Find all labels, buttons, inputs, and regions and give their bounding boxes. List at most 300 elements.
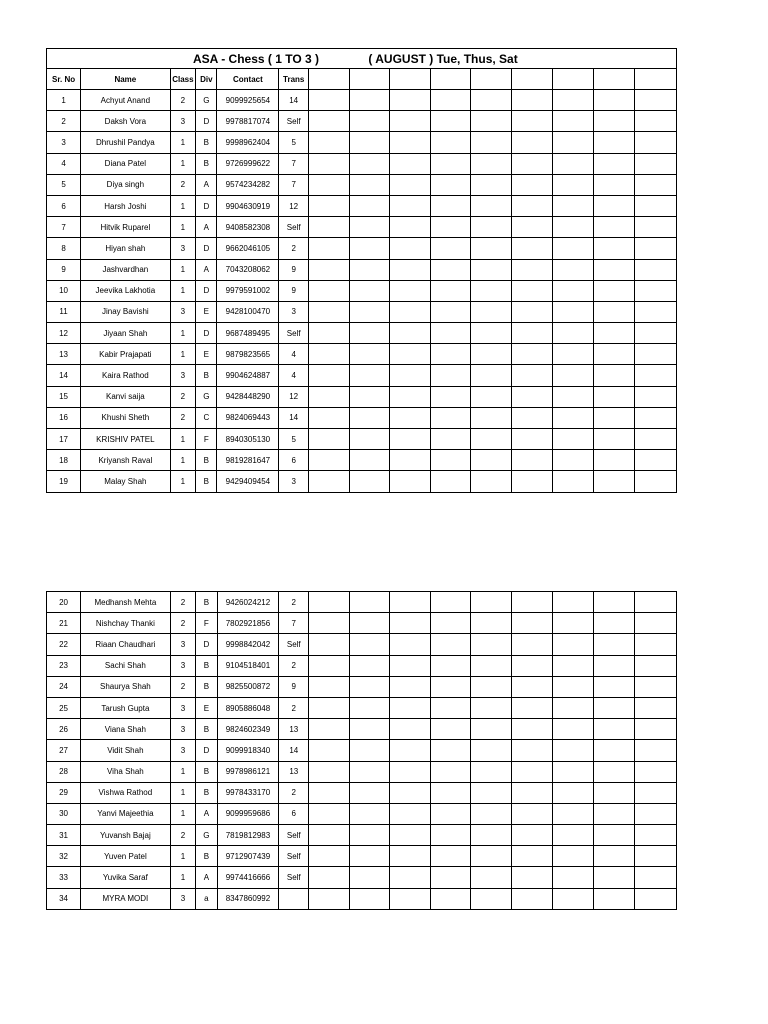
attendance-cell[interactable] bbox=[593, 867, 635, 888]
attendance-cell[interactable] bbox=[430, 634, 471, 655]
attendance-cell[interactable] bbox=[635, 846, 677, 867]
attendance-cell[interactable] bbox=[430, 592, 471, 613]
attendance-cell[interactable] bbox=[511, 174, 553, 195]
attendance-cell[interactable] bbox=[471, 238, 511, 259]
attendance-cell[interactable] bbox=[635, 719, 677, 740]
attendance-cell[interactable] bbox=[593, 740, 635, 761]
attendance-cell[interactable] bbox=[390, 782, 431, 803]
attendance-cell[interactable] bbox=[593, 132, 635, 153]
attendance-cell[interactable] bbox=[349, 592, 390, 613]
attendance-cell[interactable] bbox=[635, 471, 677, 492]
attendance-cell[interactable] bbox=[390, 846, 431, 867]
attendance-cell[interactable] bbox=[635, 450, 677, 471]
attendance-cell[interactable] bbox=[511, 217, 553, 238]
attendance-cell[interactable] bbox=[309, 867, 350, 888]
attendance-cell[interactable] bbox=[309, 592, 350, 613]
attendance-cell[interactable] bbox=[553, 803, 594, 824]
attendance-cell[interactable] bbox=[430, 782, 471, 803]
attendance-cell[interactable] bbox=[635, 153, 677, 174]
attendance-cell[interactable] bbox=[553, 386, 593, 407]
attendance-cell[interactable] bbox=[553, 676, 594, 697]
attendance-cell[interactable] bbox=[390, 867, 431, 888]
attendance-cell[interactable] bbox=[430, 174, 470, 195]
attendance-cell[interactable] bbox=[553, 280, 593, 301]
attendance-cell[interactable] bbox=[593, 846, 635, 867]
attendance-cell[interactable] bbox=[430, 259, 470, 280]
attendance-cell[interactable] bbox=[349, 676, 390, 697]
attendance-cell[interactable] bbox=[349, 280, 389, 301]
attendance-cell[interactable] bbox=[471, 365, 511, 386]
attendance-cell[interactable] bbox=[471, 846, 512, 867]
attendance-cell[interactable] bbox=[511, 697, 553, 718]
attendance-cell[interactable] bbox=[430, 450, 470, 471]
attendance-cell[interactable] bbox=[349, 153, 389, 174]
attendance-cell[interactable] bbox=[309, 697, 350, 718]
attendance-cell[interactable] bbox=[471, 867, 512, 888]
attendance-cell[interactable] bbox=[349, 429, 389, 450]
attendance-cell[interactable] bbox=[553, 825, 594, 846]
attendance-cell[interactable] bbox=[309, 740, 350, 761]
attendance-cell[interactable] bbox=[471, 613, 512, 634]
attendance-cell[interactable] bbox=[635, 825, 677, 846]
attendance-cell[interactable] bbox=[349, 344, 389, 365]
attendance-cell[interactable] bbox=[390, 365, 430, 386]
attendance-cell[interactable] bbox=[349, 697, 390, 718]
attendance-cell[interactable] bbox=[593, 761, 635, 782]
attendance-cell[interactable] bbox=[593, 592, 635, 613]
attendance-cell[interactable] bbox=[471, 592, 512, 613]
attendance-cell[interactable] bbox=[593, 407, 635, 428]
attendance-cell[interactable] bbox=[309, 344, 349, 365]
attendance-cell[interactable] bbox=[471, 323, 511, 344]
attendance-cell[interactable] bbox=[511, 592, 553, 613]
attendance-cell[interactable] bbox=[593, 301, 635, 322]
attendance-cell[interactable] bbox=[635, 386, 677, 407]
attendance-cell[interactable] bbox=[553, 613, 594, 634]
attendance-cell[interactable] bbox=[430, 655, 471, 676]
attendance-cell[interactable] bbox=[635, 280, 677, 301]
attendance-cell[interactable] bbox=[430, 111, 470, 132]
attendance-cell[interactable] bbox=[430, 471, 470, 492]
attendance-cell[interactable] bbox=[511, 761, 553, 782]
attendance-cell[interactable] bbox=[349, 386, 389, 407]
attendance-cell[interactable] bbox=[430, 846, 471, 867]
attendance-cell[interactable] bbox=[635, 238, 677, 259]
attendance-cell[interactable] bbox=[390, 217, 430, 238]
attendance-cell[interactable] bbox=[635, 803, 677, 824]
attendance-cell[interactable] bbox=[471, 153, 511, 174]
attendance-cell[interactable] bbox=[430, 407, 470, 428]
attendance-cell[interactable] bbox=[471, 676, 512, 697]
attendance-cell[interactable] bbox=[309, 450, 349, 471]
attendance-cell[interactable] bbox=[309, 407, 349, 428]
attendance-cell[interactable] bbox=[471, 888, 512, 909]
attendance-cell[interactable] bbox=[593, 153, 635, 174]
attendance-cell[interactable] bbox=[635, 761, 677, 782]
attendance-cell[interactable] bbox=[593, 111, 635, 132]
attendance-cell[interactable] bbox=[309, 676, 350, 697]
attendance-cell[interactable] bbox=[471, 90, 511, 111]
attendance-cell[interactable] bbox=[553, 195, 593, 216]
attendance-cell[interactable] bbox=[553, 90, 593, 111]
attendance-cell[interactable] bbox=[349, 323, 389, 344]
attendance-cell[interactable] bbox=[635, 323, 677, 344]
attendance-cell[interactable] bbox=[390, 761, 431, 782]
attendance-cell[interactable] bbox=[390, 676, 431, 697]
attendance-cell[interactable] bbox=[309, 429, 349, 450]
attendance-cell[interactable] bbox=[430, 803, 471, 824]
attendance-cell[interactable] bbox=[593, 888, 635, 909]
attendance-cell[interactable] bbox=[430, 195, 470, 216]
attendance-cell[interactable] bbox=[553, 111, 593, 132]
attendance-cell[interactable] bbox=[593, 676, 635, 697]
attendance-cell[interactable] bbox=[553, 740, 594, 761]
attendance-cell[interactable] bbox=[593, 825, 635, 846]
attendance-cell[interactable] bbox=[390, 259, 430, 280]
attendance-cell[interactable] bbox=[349, 867, 390, 888]
attendance-cell[interactable] bbox=[349, 613, 390, 634]
attendance-cell[interactable] bbox=[390, 111, 430, 132]
attendance-cell[interactable] bbox=[349, 471, 389, 492]
attendance-cell[interactable] bbox=[511, 429, 553, 450]
attendance-cell[interactable] bbox=[471, 280, 511, 301]
attendance-cell[interactable] bbox=[390, 195, 430, 216]
attendance-cell[interactable] bbox=[593, 90, 635, 111]
attendance-cell[interactable] bbox=[593, 280, 635, 301]
attendance-cell[interactable] bbox=[593, 386, 635, 407]
attendance-cell[interactable] bbox=[511, 888, 553, 909]
attendance-cell[interactable] bbox=[511, 867, 553, 888]
attendance-cell[interactable] bbox=[553, 174, 593, 195]
attendance-cell[interactable] bbox=[635, 90, 677, 111]
attendance-cell[interactable] bbox=[511, 676, 553, 697]
attendance-cell[interactable] bbox=[430, 132, 470, 153]
attendance-cell[interactable] bbox=[349, 846, 390, 867]
attendance-cell[interactable] bbox=[309, 613, 350, 634]
attendance-cell[interactable] bbox=[553, 867, 594, 888]
attendance-cell[interactable] bbox=[593, 450, 635, 471]
attendance-cell[interactable] bbox=[635, 634, 677, 655]
attendance-cell[interactable] bbox=[390, 740, 431, 761]
attendance-cell[interactable] bbox=[635, 195, 677, 216]
attendance-cell[interactable] bbox=[309, 153, 349, 174]
attendance-cell[interactable] bbox=[349, 365, 389, 386]
attendance-cell[interactable] bbox=[553, 761, 594, 782]
attendance-cell[interactable] bbox=[430, 825, 471, 846]
attendance-cell[interactable] bbox=[430, 238, 470, 259]
attendance-cell[interactable] bbox=[471, 259, 511, 280]
attendance-cell[interactable] bbox=[390, 132, 430, 153]
attendance-cell[interactable] bbox=[635, 867, 677, 888]
attendance-cell[interactable] bbox=[553, 719, 594, 740]
attendance-cell[interactable] bbox=[309, 386, 349, 407]
attendance-cell[interactable] bbox=[309, 803, 350, 824]
attendance-cell[interactable] bbox=[635, 740, 677, 761]
attendance-cell[interactable] bbox=[309, 782, 350, 803]
attendance-cell[interactable] bbox=[390, 238, 430, 259]
attendance-cell[interactable] bbox=[430, 301, 470, 322]
attendance-cell[interactable] bbox=[390, 301, 430, 322]
attendance-cell[interactable] bbox=[593, 217, 635, 238]
attendance-cell[interactable] bbox=[511, 90, 553, 111]
attendance-cell[interactable] bbox=[511, 386, 553, 407]
attendance-cell[interactable] bbox=[349, 740, 390, 761]
attendance-cell[interactable] bbox=[471, 429, 511, 450]
attendance-cell[interactable] bbox=[349, 782, 390, 803]
attendance-cell[interactable] bbox=[553, 259, 593, 280]
attendance-cell[interactable] bbox=[553, 407, 593, 428]
attendance-cell[interactable] bbox=[390, 90, 430, 111]
attendance-cell[interactable] bbox=[390, 719, 431, 740]
attendance-cell[interactable] bbox=[349, 238, 389, 259]
attendance-cell[interactable] bbox=[349, 132, 389, 153]
attendance-cell[interactable] bbox=[349, 174, 389, 195]
attendance-cell[interactable] bbox=[553, 592, 594, 613]
attendance-cell[interactable] bbox=[349, 803, 390, 824]
attendance-cell[interactable] bbox=[511, 132, 553, 153]
attendance-cell[interactable] bbox=[430, 386, 470, 407]
attendance-cell[interactable] bbox=[553, 301, 593, 322]
attendance-cell[interactable] bbox=[430, 429, 470, 450]
attendance-cell[interactable] bbox=[471, 803, 512, 824]
attendance-cell[interactable] bbox=[511, 740, 553, 761]
attendance-cell[interactable] bbox=[309, 323, 349, 344]
attendance-cell[interactable] bbox=[309, 195, 349, 216]
attendance-cell[interactable] bbox=[511, 803, 553, 824]
attendance-cell[interactable] bbox=[309, 280, 349, 301]
attendance-cell[interactable] bbox=[471, 761, 512, 782]
attendance-cell[interactable] bbox=[553, 365, 593, 386]
attendance-cell[interactable] bbox=[553, 782, 594, 803]
attendance-cell[interactable] bbox=[553, 323, 593, 344]
attendance-cell[interactable] bbox=[593, 344, 635, 365]
attendance-cell[interactable] bbox=[390, 634, 431, 655]
attendance-cell[interactable] bbox=[390, 655, 431, 676]
attendance-cell[interactable] bbox=[511, 846, 553, 867]
attendance-cell[interactable] bbox=[635, 697, 677, 718]
attendance-cell[interactable] bbox=[593, 238, 635, 259]
attendance-cell[interactable] bbox=[309, 174, 349, 195]
attendance-cell[interactable] bbox=[553, 132, 593, 153]
attendance-cell[interactable] bbox=[635, 217, 677, 238]
attendance-cell[interactable] bbox=[309, 238, 349, 259]
attendance-cell[interactable] bbox=[635, 592, 677, 613]
attendance-cell[interactable] bbox=[593, 782, 635, 803]
attendance-cell[interactable] bbox=[553, 655, 594, 676]
attendance-cell[interactable] bbox=[390, 407, 430, 428]
attendance-cell[interactable] bbox=[430, 888, 471, 909]
attendance-cell[interactable] bbox=[471, 825, 512, 846]
attendance-cell[interactable] bbox=[390, 697, 431, 718]
attendance-cell[interactable] bbox=[390, 280, 430, 301]
attendance-cell[interactable] bbox=[511, 153, 553, 174]
attendance-cell[interactable] bbox=[635, 888, 677, 909]
attendance-cell[interactable] bbox=[390, 323, 430, 344]
attendance-cell[interactable] bbox=[349, 111, 389, 132]
attendance-cell[interactable] bbox=[553, 429, 593, 450]
attendance-cell[interactable] bbox=[553, 450, 593, 471]
attendance-cell[interactable] bbox=[349, 655, 390, 676]
attendance-cell[interactable] bbox=[593, 634, 635, 655]
attendance-cell[interactable] bbox=[430, 740, 471, 761]
attendance-cell[interactable] bbox=[390, 888, 431, 909]
attendance-cell[interactable] bbox=[349, 195, 389, 216]
attendance-cell[interactable] bbox=[511, 323, 553, 344]
attendance-cell[interactable] bbox=[349, 761, 390, 782]
attendance-cell[interactable] bbox=[471, 217, 511, 238]
attendance-cell[interactable] bbox=[471, 174, 511, 195]
attendance-cell[interactable] bbox=[349, 450, 389, 471]
attendance-cell[interactable] bbox=[430, 280, 470, 301]
attendance-cell[interactable] bbox=[309, 655, 350, 676]
attendance-cell[interactable] bbox=[553, 697, 594, 718]
attendance-cell[interactable] bbox=[430, 365, 470, 386]
attendance-cell[interactable] bbox=[471, 719, 512, 740]
attendance-cell[interactable] bbox=[593, 365, 635, 386]
attendance-cell[interactable] bbox=[349, 90, 389, 111]
attendance-cell[interactable] bbox=[471, 301, 511, 322]
attendance-cell[interactable] bbox=[309, 259, 349, 280]
attendance-cell[interactable] bbox=[309, 132, 349, 153]
attendance-cell[interactable] bbox=[635, 655, 677, 676]
attendance-cell[interactable] bbox=[349, 259, 389, 280]
attendance-cell[interactable] bbox=[635, 174, 677, 195]
attendance-cell[interactable] bbox=[553, 634, 594, 655]
attendance-cell[interactable] bbox=[309, 719, 350, 740]
attendance-cell[interactable] bbox=[430, 217, 470, 238]
attendance-cell[interactable] bbox=[309, 761, 350, 782]
attendance-cell[interactable] bbox=[553, 238, 593, 259]
attendance-cell[interactable] bbox=[511, 719, 553, 740]
attendance-cell[interactable] bbox=[471, 450, 511, 471]
attendance-cell[interactable] bbox=[309, 634, 350, 655]
attendance-cell[interactable] bbox=[553, 344, 593, 365]
attendance-cell[interactable] bbox=[471, 111, 511, 132]
attendance-cell[interactable] bbox=[635, 407, 677, 428]
attendance-cell[interactable] bbox=[309, 217, 349, 238]
attendance-cell[interactable] bbox=[309, 825, 350, 846]
attendance-cell[interactable] bbox=[593, 803, 635, 824]
attendance-cell[interactable] bbox=[349, 407, 389, 428]
attendance-cell[interactable] bbox=[430, 90, 470, 111]
attendance-cell[interactable] bbox=[635, 365, 677, 386]
attendance-cell[interactable] bbox=[309, 365, 349, 386]
attendance-cell[interactable] bbox=[390, 174, 430, 195]
attendance-cell[interactable] bbox=[635, 676, 677, 697]
attendance-cell[interactable] bbox=[309, 888, 350, 909]
attendance-cell[interactable] bbox=[309, 471, 349, 492]
attendance-cell[interactable] bbox=[309, 846, 350, 867]
attendance-cell[interactable] bbox=[553, 888, 594, 909]
attendance-cell[interactable] bbox=[511, 825, 553, 846]
attendance-cell[interactable] bbox=[390, 592, 431, 613]
attendance-cell[interactable] bbox=[390, 386, 430, 407]
attendance-cell[interactable] bbox=[593, 259, 635, 280]
attendance-cell[interactable] bbox=[430, 719, 471, 740]
attendance-cell[interactable] bbox=[511, 655, 553, 676]
attendance-cell[interactable] bbox=[349, 719, 390, 740]
attendance-cell[interactable] bbox=[593, 174, 635, 195]
attendance-cell[interactable] bbox=[511, 365, 553, 386]
attendance-cell[interactable] bbox=[471, 740, 512, 761]
attendance-cell[interactable] bbox=[593, 655, 635, 676]
attendance-cell[interactable] bbox=[390, 153, 430, 174]
attendance-cell[interactable] bbox=[471, 344, 511, 365]
attendance-cell[interactable] bbox=[511, 301, 553, 322]
attendance-cell[interactable] bbox=[471, 697, 512, 718]
attendance-cell[interactable] bbox=[471, 782, 512, 803]
attendance-cell[interactable] bbox=[430, 867, 471, 888]
attendance-cell[interactable] bbox=[349, 888, 390, 909]
attendance-cell[interactable] bbox=[553, 153, 593, 174]
attendance-cell[interactable] bbox=[635, 111, 677, 132]
attendance-cell[interactable] bbox=[593, 471, 635, 492]
attendance-cell[interactable] bbox=[511, 471, 553, 492]
attendance-cell[interactable] bbox=[511, 613, 553, 634]
attendance-cell[interactable] bbox=[309, 90, 349, 111]
attendance-cell[interactable] bbox=[593, 195, 635, 216]
attendance-cell[interactable] bbox=[390, 803, 431, 824]
attendance-cell[interactable] bbox=[553, 471, 593, 492]
attendance-cell[interactable] bbox=[390, 450, 430, 471]
attendance-cell[interactable] bbox=[390, 344, 430, 365]
attendance-cell[interactable] bbox=[511, 259, 553, 280]
attendance-cell[interactable] bbox=[390, 471, 430, 492]
attendance-cell[interactable] bbox=[430, 344, 470, 365]
attendance-cell[interactable] bbox=[635, 344, 677, 365]
attendance-cell[interactable] bbox=[635, 301, 677, 322]
attendance-cell[interactable] bbox=[349, 634, 390, 655]
attendance-cell[interactable] bbox=[511, 280, 553, 301]
attendance-cell[interactable] bbox=[349, 217, 389, 238]
attendance-cell[interactable] bbox=[430, 761, 471, 782]
attendance-cell[interactable] bbox=[593, 697, 635, 718]
attendance-cell[interactable] bbox=[593, 613, 635, 634]
attendance-cell[interactable] bbox=[511, 344, 553, 365]
attendance-cell[interactable] bbox=[471, 195, 511, 216]
attendance-cell[interactable] bbox=[471, 386, 511, 407]
attendance-cell[interactable] bbox=[471, 407, 511, 428]
attendance-cell[interactable] bbox=[471, 634, 512, 655]
attendance-cell[interactable] bbox=[349, 825, 390, 846]
attendance-cell[interactable] bbox=[511, 782, 553, 803]
attendance-cell[interactable] bbox=[511, 450, 553, 471]
attendance-cell[interactable] bbox=[511, 238, 553, 259]
attendance-cell[interactable] bbox=[593, 429, 635, 450]
attendance-cell[interactable] bbox=[430, 676, 471, 697]
attendance-cell[interactable] bbox=[511, 195, 553, 216]
attendance-cell[interactable] bbox=[430, 153, 470, 174]
attendance-cell[interactable] bbox=[553, 217, 593, 238]
attendance-cell[interactable] bbox=[635, 782, 677, 803]
attendance-cell[interactable] bbox=[511, 111, 553, 132]
attendance-cell[interactable] bbox=[390, 825, 431, 846]
attendance-cell[interactable] bbox=[635, 429, 677, 450]
attendance-cell[interactable] bbox=[471, 132, 511, 153]
attendance-cell[interactable] bbox=[349, 301, 389, 322]
attendance-cell[interactable] bbox=[471, 655, 512, 676]
attendance-cell[interactable] bbox=[593, 719, 635, 740]
attendance-cell[interactable] bbox=[309, 301, 349, 322]
attendance-cell[interactable] bbox=[430, 697, 471, 718]
attendance-cell[interactable] bbox=[430, 323, 470, 344]
attendance-cell[interactable] bbox=[471, 471, 511, 492]
attendance-cell[interactable] bbox=[635, 132, 677, 153]
attendance-cell[interactable] bbox=[430, 613, 471, 634]
attendance-cell[interactable] bbox=[635, 613, 677, 634]
attendance-cell[interactable] bbox=[390, 613, 431, 634]
attendance-cell[interactable] bbox=[553, 846, 594, 867]
